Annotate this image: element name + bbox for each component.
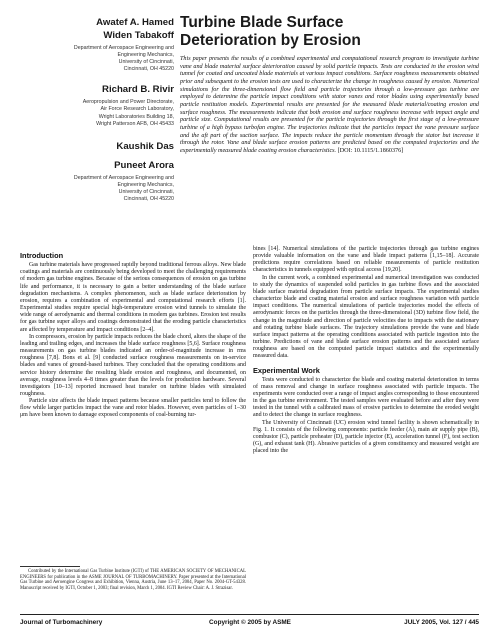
doi: [DOI: 10.1115/1.1860376] [337,147,404,154]
author-group-1 [22,16,174,73]
author-name: Richard B. Rivir [102,84,174,96]
paper-title: Turbine Blade Surface Deterioration by Erosion [180,14,361,49]
author-affiliation: Department of Aerospace Engineering and Engineering Mechanics, University of Cincinnati, Cincinnati, OH 45220 [73,174,174,203]
footnote-rule [20,566,80,567]
author-affiliation: Aeropropulsion and Power Directorate, Air Force Research Laboratory, Wright Laboratories Building 18, Wright Patterson AFB, OH 45433 [82,99,174,127]
section-heading-experimental: Experimental Work [253,365,320,375]
body-paragraph: Gas turbine materials have progressed rapidly beyond traditional ferrous alloys. New blade coatings and materials are continuously being developed to meet the challenging requirements of modern gas turbine engines. Because of the serious consequences of erosion on gas turbine life and performance, it is necessary to gain a better understanding of the blade surface degradation mechanisms. A complex phenomenon, such as blade surface deterioration by erosion, requires a combination of experimental and computational research efforts [1]. Experimental studies require special high-temperature erosion wind tunnels to simulate the wide range of aerodynamic and thermal conditions in modern gas turbines. Erosion test results for gas turbine super alloys and coatings demonstrated that the eroding particle characteristics are affected by temperature and impact conditions [2–4]. [20,262,246,333]
right-column [253,246,479,455]
author-name: Widen Tabakoff [103,30,174,41]
abstract-text: This paper presents the results of a combined experimental and computational research program to investigate turbine vane and blade material surface deterioration caused by solid particle impacts. Tests are conducted in the erosion wind tunnel for coated and uncoated blade materials at various impact conditions. Surface roughness measurements obtained prior and subsequent to the erosion tests are used to characterize the change in roughness caused by erosion. Numerical simulations for the three-dimensional flow field and particle trajectories through a low-pressure gas turbine are employed to determine the particle impact conditions with stator vanes and rotor blades using experimentally based particle restitution models. Experimental results are presented for the measured blade material/coating erosion and surface roughness. The measurements indicate that both erosion and surface roughness increase with impact angle and particle size. Computational results are presented for the particle trajectories through the first stage of a low-pressure turbine of a high bypass turbofan engine. The trajectories indicate that the particles impact the vane pressure surface and the aft part of the suction surface. The impacts reduce the particle momentum through the stator but increase it through the rotor. Vane and blade surface erosion patterns are predicted based on the computed trajectories and the experimentally measured blade coating erosion characteristics. [180,56,479,154]
left-column [20,252,246,420]
author-list [22,16,174,215]
footer-rule [20,614,479,615]
author-group-3 [22,140,174,203]
footnote: Contributed by the International Gas Turbine Institute (IGTI) of THE AMERICAN SOCIETY OF MECHANICAL ENGINEERS for publication in the ASME JOURNAL OF TURBOMACHINERY. Paper presented at the International Gas Turbine and Aeroengine Congress and Exhibition, Vienna, Austria, June 13–17, 2004, Paper No. 2004-GT-54328. Manuscript received by IGTI, October 1, 2003; final revision, March 1, 2004. IGTI Review Chair: A. J. Strazisar. [20,569,246,592]
body-paragraph: bines [14]. Numerical simulations of the particle trajectories through gas turbine engines provide valuable information on the vane and blade impact patterns [1,15–18]. Accurate predictions require correlations based on reliable measurements of particle restitution characteristics in tunnels equipped with optical access [19,20]. [253,246,479,274]
body-paragraph: Particle size affects the blade impact patterns because smaller particles tend to follow the flow while larger particles impact the vane and rotor blades. However, even particles of 1–30 μm have been known to damage exposed components of coal-burning tur- [20,398,246,419]
author-name: Puneet Arora [114,159,174,171]
body-paragraph: In the current work, a combined experimental and numerical investigation was conducted to study the dynamics of suspended solid particles in gas turbine flows and the associated blade surface material degradation from particle surface impacts. The experimental studies characterize blade and coating material erosion and surface roughness variation with particle impact conditions. The numerical simulations of particle trajectories model the effects of aerodynamic forces on the particles through the three-dimensional (3D) turbine flow field, the change in the magnitude and direction of particle velocities due to impacts with the stationary and rotating turbine blade surfaces. The trajectory simulations provide the vane and blade surface impact patterns at the operating conditions associated with particle ingestion into the turbine. Predictions of vane and blade surface erosion patterns and the associated surface roughness are based on the computed particle impact statistics and the experimentally measured data. [253,274,479,360]
body-paragraph: Tests were conducted to characterize the blade and coating material deterioration in terms of mass removal and change in surface roughness associated with particle impacts. The experiments were conducted over a range of impact angles corresponding to those encountered in the gas turbine environment. The tested samples were evaluated before and after they were tested in the tunnel with a calibrated mass of erosive particles to determine the eroded weight and to detect the change in surface roughness. [253,376,479,419]
section-heading-introduction: Introduction [20,251,64,260]
author-name: Awatef A. Hamed [96,17,174,28]
copyright: Copyright © 2005 by ASME [209,619,291,626]
abstract [180,56,479,156]
journal-name: Journal of Turbomachinery [20,619,103,626]
body-paragraph: In compressors, erosion by particle impacts reduces the blade chord, alters the shape of the leading and trailing edges, and increases the blade surface roughness [5,6]. Surface roughness measurements on gas turbine blades indicated an order-of-magnitude increase in rms roughness [7,8]. Bons et al. [9] conducted surface roughness measurements on in-service blades and vanes of ground-based turbines. They concluded that the operating conditions and service history determine the resulting blade erosion and roughness, and documented, on average, roughness levels 4–8 times greater than the levels for production hardware. Several investigators [10–13] reported increased heat transfer on turbine blades with simulated roughness. [20,333,246,397]
author-name: Kaushik Das [116,140,174,152]
body-paragraph: The University of Cincinnati (UC) erosion wind tunnel facility is shown schematically in Fig. 1. It consists of the following components: particle feeder (A), main air supply pipe (B), combustor (C), particle preheater (D), particle injector (E), acceleration tunnel (F), test section (G), and exhaust tank (H). Abrasive particles of a given constituency and measured weight are placed into the [253,419,479,455]
author-group-2 [22,83,174,127]
author-affiliation: Department of Aerospace Engineering and Engineering Mechanics, University of Cincinnati, Cincinnati, OH 45220 [73,45,174,73]
issue-page: JULY 2005, Vol. 127 / 445 [404,619,479,626]
